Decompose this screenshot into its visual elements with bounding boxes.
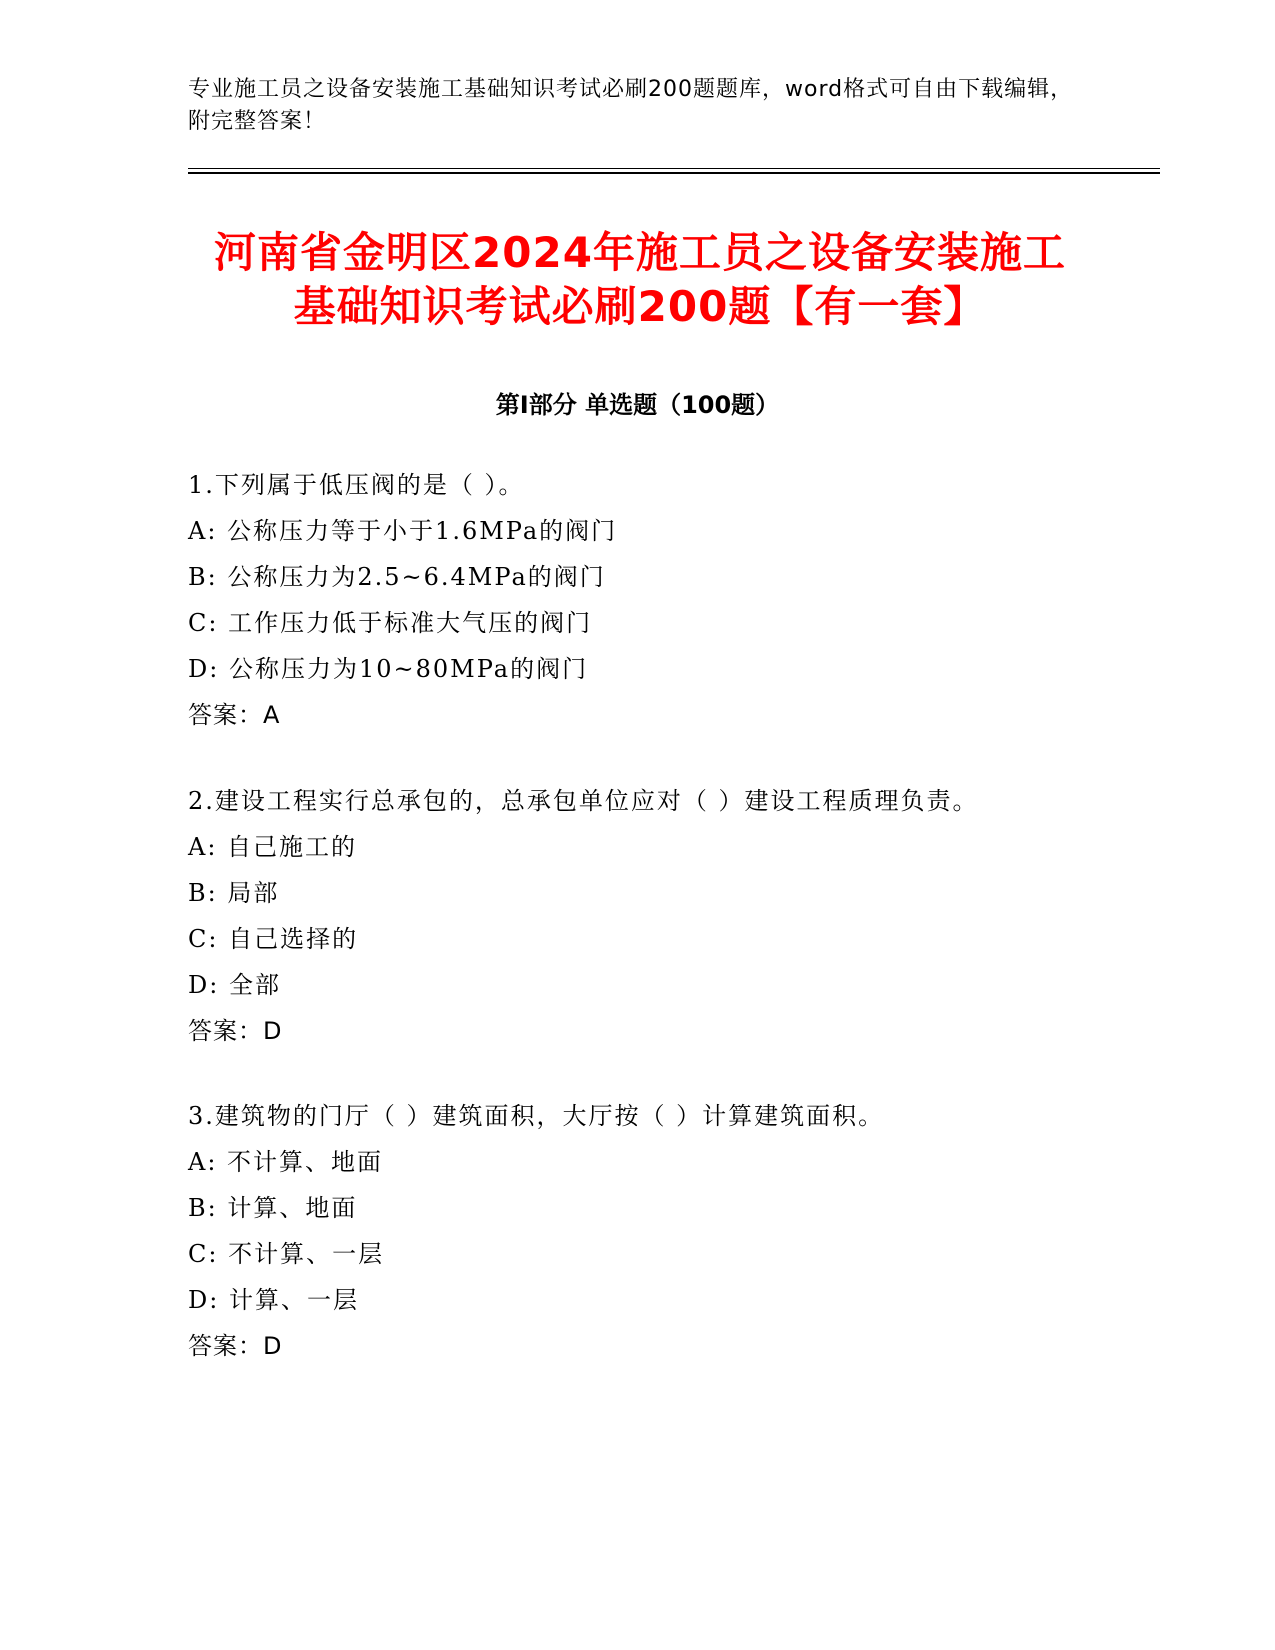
- header-divider-bottom: [188, 172, 1160, 174]
- option-b: B: 局部: [188, 879, 280, 907]
- question-3: [188, 1093, 1188, 1369]
- option-c: C: 工作压力低于标准大气压的阀门: [188, 609, 593, 637]
- document-title: [180, 226, 1100, 334]
- section-title: 第Ⅰ部分 单选题（100题）: [495, 391, 780, 419]
- answer: 答案：D: [188, 1332, 283, 1360]
- question-stem: 2.建设工程实行总承包的，总承包单位应对（ ）建设工程质理负责。: [188, 787, 979, 815]
- option-c: C: 自己选择的: [188, 925, 359, 953]
- option-d: D: 公称压力为10~80MPa的阀门: [188, 655, 589, 683]
- answer: 答案：D: [188, 1017, 283, 1045]
- question-stem: 1.下列属于低压阀的是（ ）。: [188, 471, 525, 499]
- document-title-line-1: 河南省金明区2024年施工员之设备安装施工: [214, 228, 1066, 277]
- question-1: [188, 462, 1188, 738]
- option-a: A: 自己施工的: [188, 833, 358, 861]
- option-b: B: 计算、地面: [188, 1194, 358, 1222]
- option-b: B: 公称压力为2.5~6.4MPa的阀门: [188, 563, 606, 591]
- question-stem: 3.建筑物的门厅（ ）建筑面积，大厅按（ ）计算建筑面积。: [188, 1102, 885, 1130]
- option-a: A: 不计算、地面: [188, 1148, 384, 1176]
- option-c: C: 不计算、一层: [188, 1240, 385, 1268]
- document-title-line-2: 基础知识考试必刷200题【有一套】: [293, 282, 987, 331]
- answer: 答案：A: [188, 701, 281, 729]
- option-a: A: 公称压力等于小于1.6MPa的阀门: [188, 517, 618, 545]
- option-d: D: 计算、一层: [188, 1286, 359, 1314]
- question-2: [188, 778, 1188, 1054]
- option-d: D: 全部: [188, 971, 281, 999]
- header-divider-top: [188, 168, 1160, 169]
- header-note: 专业施工员之设备安装施工基础知识考试必刷200题题库，word格式可自由下载编辑，附完整答案！: [188, 77, 1074, 134]
